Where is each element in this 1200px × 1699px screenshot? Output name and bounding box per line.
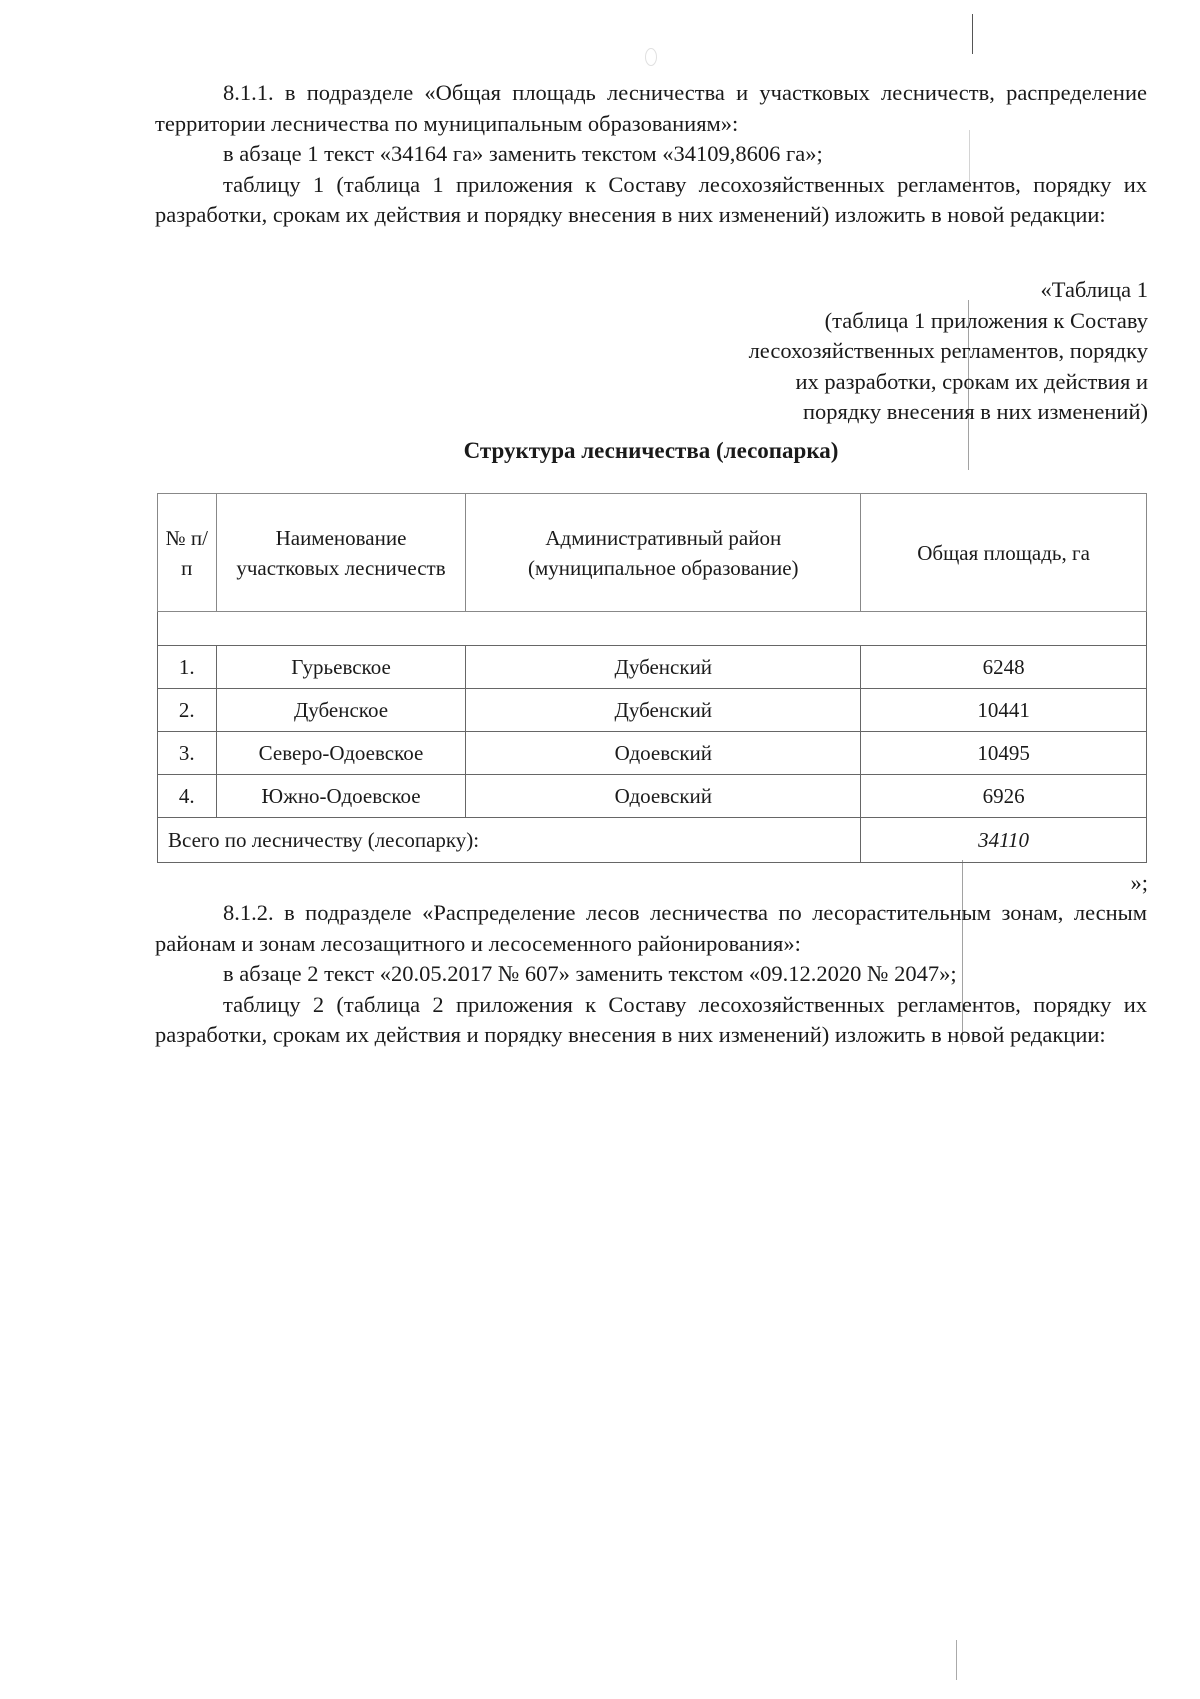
paragraph-intro: 8.1.2. в подразделе «Распределение лесов лесничества по лесорастительным зонам, лесным районам и зонам лесозащитного и лесосеменного районирования»: [155, 900, 1147, 956]
closing-quote: »; [1130, 870, 1148, 895]
cell-district: Одоевский [466, 775, 861, 818]
caption-line: «Таблица 1 [1040, 277, 1148, 302]
table-row [158, 689, 1147, 732]
header-num: № п/п [158, 494, 217, 612]
forestry-structure-table [157, 493, 1147, 863]
total-label: Всего по лесничеству (лесопарку): [158, 818, 861, 863]
scan-line [956, 1640, 957, 1680]
table-caption [749, 275, 1148, 428]
cell-area: 10441 [861, 689, 1147, 732]
cell-name: Северо-Одоевское [216, 732, 466, 775]
header-name: Наименование участковых лесничеств [216, 494, 466, 612]
total-value: 34110 [861, 818, 1147, 863]
cell-area: 6926 [861, 775, 1147, 818]
section-8-1-2 [155, 898, 1147, 1051]
scan-line [972, 14, 973, 54]
table-title: Структура лесничества (лесопарка) [463, 438, 839, 463]
cell-num: 4. [158, 775, 217, 818]
cell-district: Одоевский [466, 732, 861, 775]
table-spacer-row [158, 612, 1147, 646]
table-total-row [158, 818, 1147, 863]
table-row [158, 646, 1147, 689]
paragraph-table-instruction: таблицу 2 (таблица 2 приложения к Составу лесохозяйственных регламентов, порядку их разработки, срокам их действия и порядку внесения в них изменений) изложить в новой редакции: [155, 991, 1147, 1047]
paragraph-table-instruction: таблицу 1 (таблица 1 приложения к Составу лесохозяйственных регламентов, порядку их разработки, срокам их действия и порядку внесения в них изменений) изложить в новой редакции: [155, 171, 1147, 227]
caption-line: (таблица 1 приложения к Составу [824, 307, 1148, 333]
cell-name: Дубенское [216, 689, 466, 732]
cell-num: 2. [158, 689, 217, 732]
cell-area: 6248 [861, 646, 1147, 689]
table-row [158, 732, 1147, 775]
paragraph-replace-area: в абзаце 1 текст «34164 га» заменить текстом «34109,8606 га»; [223, 141, 823, 166]
header-district: Административный район (муниципальное образование) [466, 494, 861, 612]
cell-num: 1. [158, 646, 217, 689]
header-area: Общая площадь, га [861, 494, 1147, 612]
paragraph-replace-date: в абзаце 2 текст «20.05.2017 № 607» заменить текстом «09.12.2020 № 2047»; [223, 961, 957, 986]
cell-num: 3. [158, 732, 217, 775]
section-8-1-1 [155, 78, 1147, 231]
caption-line: порядку внесения в них изменений) [802, 399, 1148, 424]
caption-line: их разработки, срокам их действия и [795, 368, 1148, 394]
caption-line: лесохозяйственных регламентов, порядку [748, 338, 1148, 363]
cell-area: 10495 [861, 732, 1147, 775]
cell-district: Дубенский [466, 646, 861, 689]
cell-district: Дубенский [466, 689, 861, 732]
table-row [158, 775, 1147, 818]
paragraph-intro: 8.1.1. в подразделе «Общая площадь лесничества и участковых лесничеств, распределение территории лесничества по муниципальным образованиям»: [155, 80, 1147, 136]
cell-name: Гурьевское [216, 646, 466, 689]
table-header-row [158, 494, 1147, 612]
scan-smudge [645, 48, 657, 66]
cell-name: Южно-Одоевское [216, 775, 466, 818]
